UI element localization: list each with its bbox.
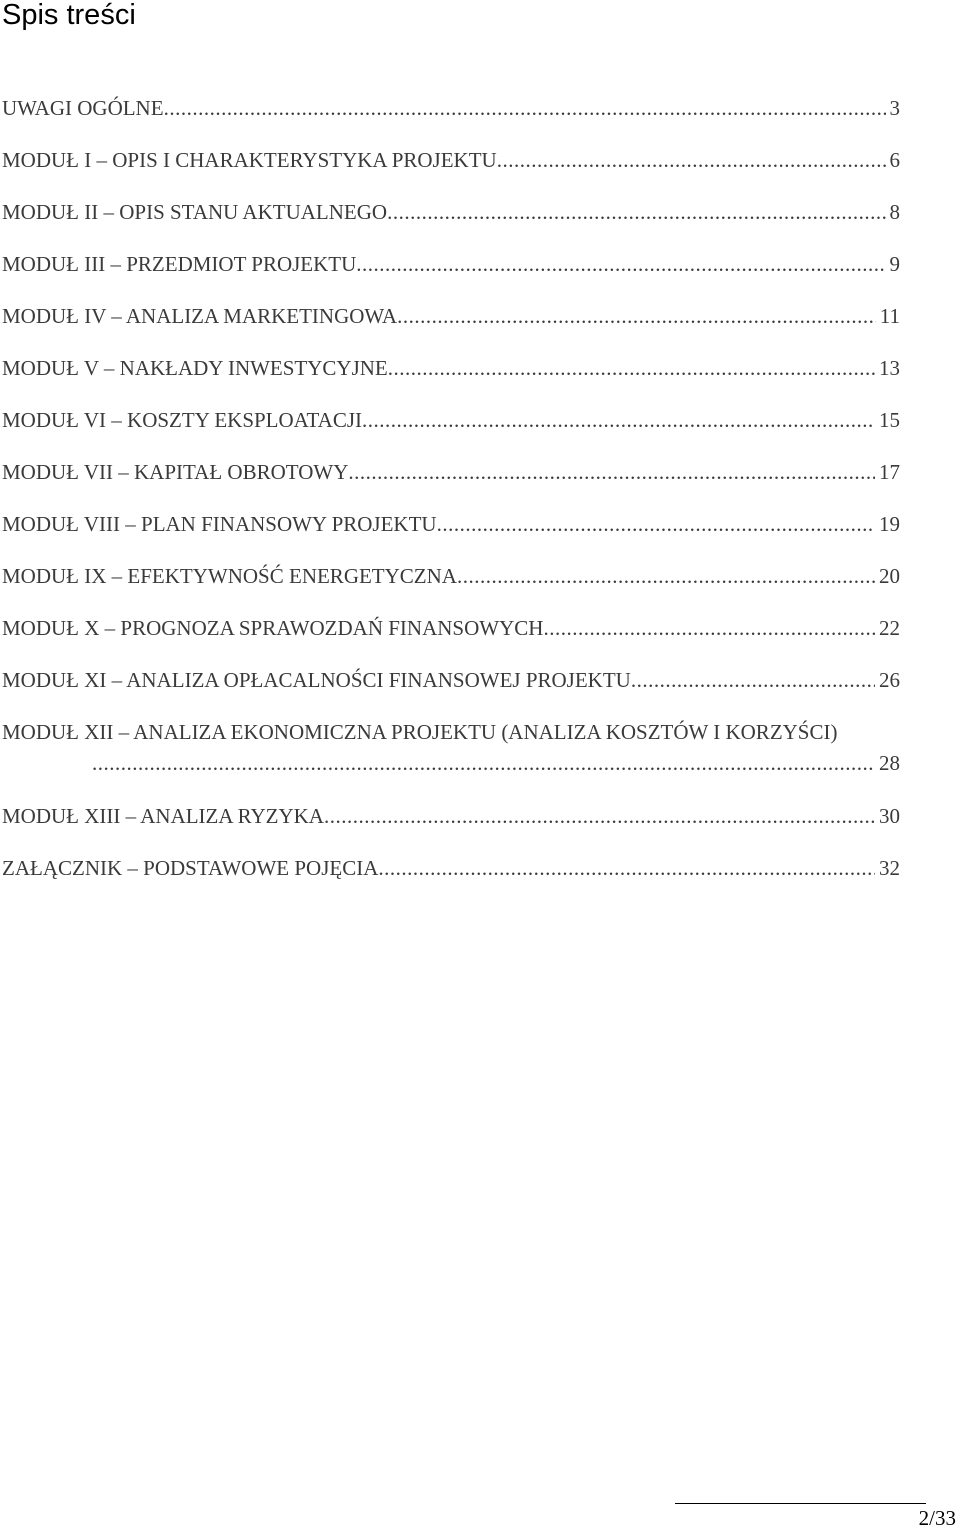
- toc-entry-page: 26: [879, 668, 900, 692]
- toc-entry-label: MODUŁ I – OPIS I CHARAKTERYSTYKA PROJEKTU: [2, 148, 497, 172]
- toc-entry-page: 32: [879, 856, 900, 880]
- toc-entry-label: MODUŁ XII – ANALIZA EKONOMICZNA PROJEKTU (ANALIZA KOSZTÓW I KORZYŚCI): [2, 720, 838, 744]
- toc-entry-page: 9: [889, 252, 900, 276]
- toc-entry-label: MODUŁ II – OPIS STANU AKTUALNEGO: [2, 200, 388, 224]
- page-number: 2/33: [918, 1506, 956, 1530]
- toc-entry-page: 22: [879, 616, 900, 640]
- dot-leader: [324, 801, 875, 832]
- toc-entry-modul-1[interactable]: [2, 145, 900, 197]
- toc-entry-label: MODUŁ XI – ANALIZA OPŁACALNOŚCI FINANSOWEJ PROJEKTU: [2, 668, 631, 692]
- toc-heading: Spis treści: [2, 0, 136, 31]
- toc-entry-continuation: [2, 748, 900, 779]
- toc-entry-modul-5[interactable]: [2, 353, 900, 405]
- dot-leader: [543, 613, 875, 644]
- toc-entry-modul-7[interactable]: [2, 457, 900, 509]
- table-of-contents: [2, 93, 900, 905]
- dot-leader: [356, 249, 885, 280]
- toc-entry-modul-12[interactable]: [2, 717, 900, 801]
- dot-leader: [92, 748, 875, 779]
- toc-entry-page: 11: [879, 304, 900, 328]
- toc-entry-page: 8: [889, 200, 900, 224]
- toc-entry-modul-8[interactable]: [2, 509, 900, 561]
- toc-entry-label: MODUŁ VI – KOSZTY EKSPLOATACJI: [2, 408, 362, 432]
- toc-entry-modul-3[interactable]: [2, 249, 900, 301]
- toc-entry-modul-11[interactable]: [2, 665, 900, 717]
- dot-leader: [387, 197, 885, 228]
- dot-leader: [497, 145, 886, 176]
- dot-leader: [437, 509, 875, 540]
- toc-entry-label: MODUŁ VIII – PLAN FINANSOWY PROJEKTU: [2, 512, 437, 536]
- dot-leader: [397, 301, 876, 332]
- toc-entry-page: 20: [879, 564, 900, 588]
- toc-entry-label: MODUŁ V – NAKŁADY INWESTYCYJNE: [2, 356, 388, 380]
- toc-entry-modul-2[interactable]: [2, 197, 900, 249]
- toc-entry-label: MODUŁ III – PRZEDMIOT PROJEKTU: [2, 252, 357, 276]
- footer-divider: [675, 1503, 926, 1504]
- toc-entry-label: UWAGI OGÓLNE: [2, 96, 164, 120]
- toc-entry-modul-13[interactable]: [2, 801, 900, 853]
- toc-entry-page: 17: [879, 460, 900, 484]
- dot-leader: [457, 561, 875, 592]
- toc-entry-label: MODUŁ X – PROGNOZA SPRAWOZDAŃ FINANSOWYCH: [2, 616, 544, 640]
- toc-entry-modul-9[interactable]: [2, 561, 900, 613]
- toc-entry-page: 15: [879, 408, 900, 432]
- dot-leader: [378, 853, 875, 884]
- dot-leader: [388, 353, 875, 384]
- toc-entry-zalacznik[interactable]: [2, 853, 900, 905]
- dot-leader: [362, 405, 875, 436]
- toc-entry-label: ZAŁĄCZNIK – PODSTAWOWE POJĘCIA: [2, 856, 379, 880]
- toc-entry-label: MODUŁ XIII – ANALIZA RYZYKA: [2, 804, 324, 828]
- toc-entry-page: 3: [889, 96, 900, 120]
- toc-entry-label: MODUŁ IV – ANALIZA MARKETINGOWA: [2, 304, 398, 328]
- toc-entry-modul-6[interactable]: [2, 405, 900, 457]
- toc-entry-modul-10[interactable]: [2, 613, 900, 665]
- dot-leader: [348, 457, 875, 488]
- toc-entry-page: 6: [889, 148, 900, 172]
- dot-leader: [164, 93, 886, 124]
- toc-entry-page: 28: [879, 751, 900, 775]
- toc-entry-page: 19: [879, 512, 900, 536]
- toc-entry-label: MODUŁ VII – KAPITAŁ OBROTOWY: [2, 460, 349, 484]
- dot-leader: [631, 665, 875, 696]
- toc-entry-uwagi-ogolne[interactable]: [2, 93, 900, 145]
- toc-entry-page: 13: [879, 356, 900, 380]
- toc-entry-page: 30: [879, 804, 900, 828]
- toc-entry-modul-4[interactable]: [2, 301, 900, 353]
- toc-entry-label: MODUŁ IX – EFEKTYWNOŚĆ ENERGETYCZNA: [2, 564, 457, 588]
